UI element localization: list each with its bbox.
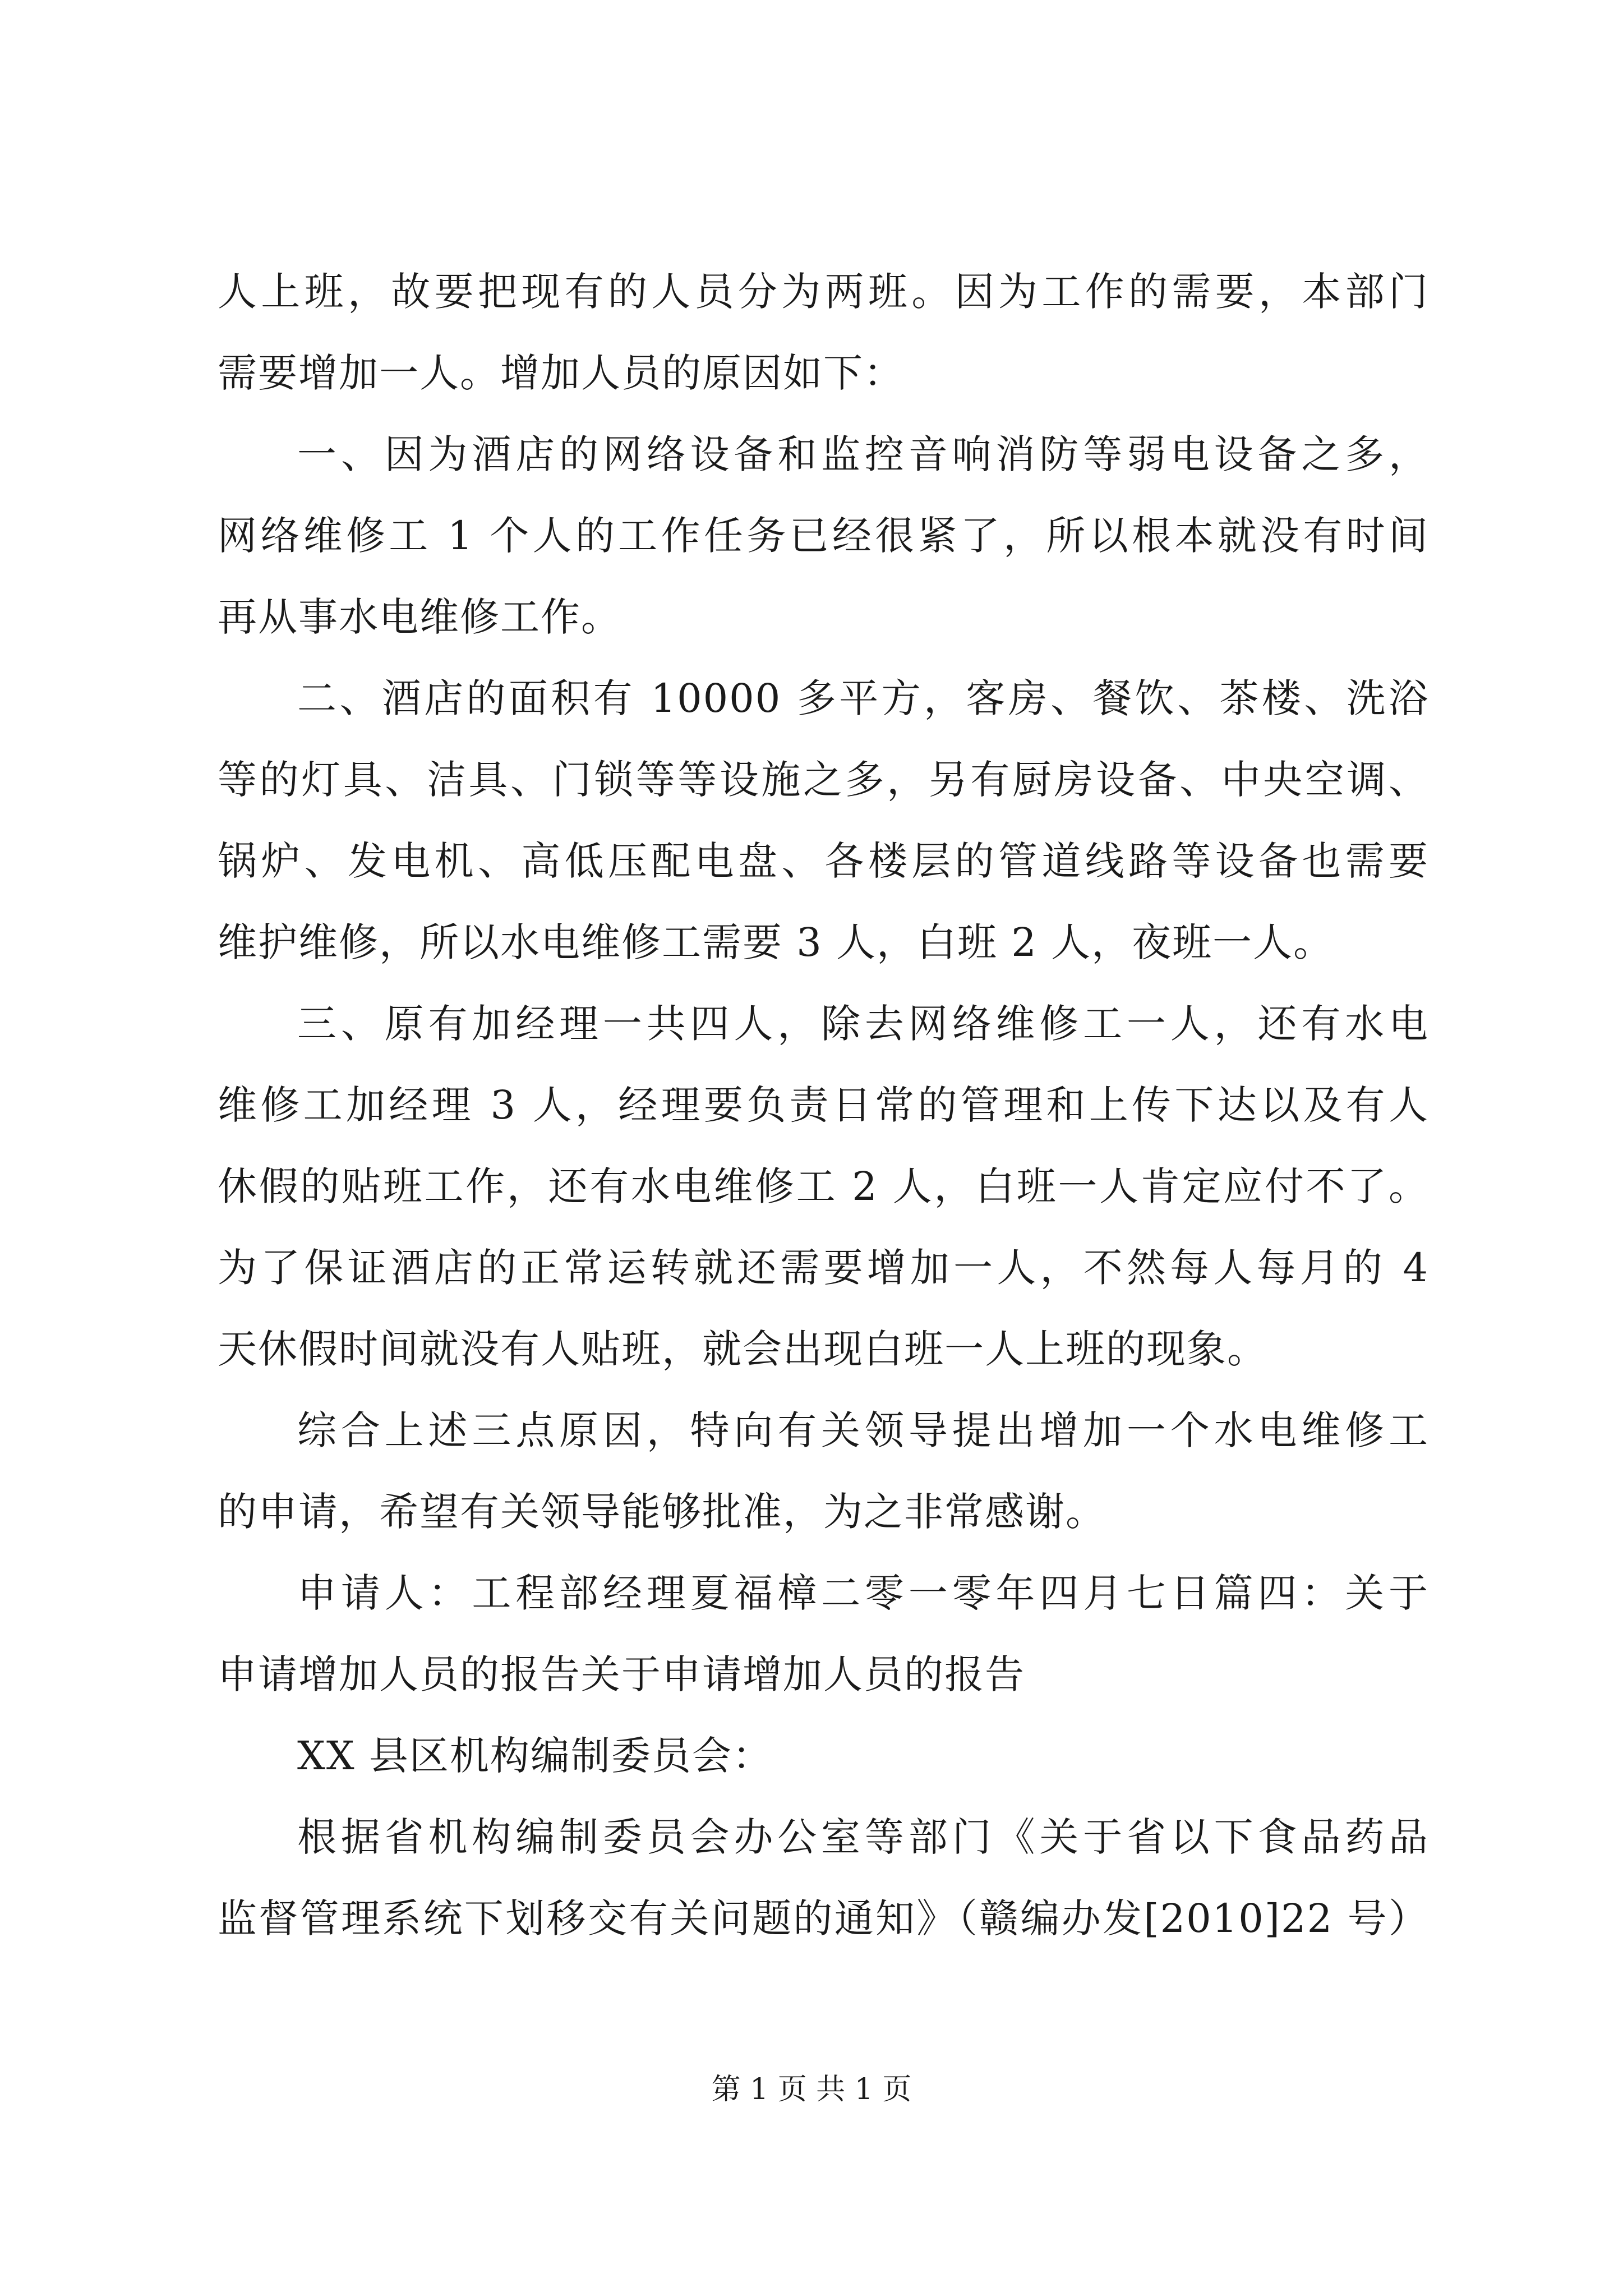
text-line: 天休假时间就没有人贴班，就会出现白班一人上班的现象。	[218, 1326, 1267, 1372]
text-line: 等的灯具、洁具、门锁等等设施之多，另有厨房设备、中央空调、	[218, 757, 1429, 803]
text-line: 三、原有加经理一共四人，除去网络维修工一人，还有水电	[297, 1001, 1429, 1047]
text-line: 综合上述三点原因，特向有关领导提出增加一个水电维修工	[297, 1407, 1429, 1453]
text-line: 再从事水电维修工作。	[218, 594, 621, 640]
text-line: 申请增加人员的报告关于申请增加人员的报告	[218, 1651, 1025, 1697]
text-line: 锅炉、发电机、高低压配电盘、各楼层的管道线路等设备也需要	[218, 838, 1429, 884]
text-line: 一、因为酒店的网络设备和监控音响消防等弱电设备之多，	[297, 431, 1429, 477]
text-line: 申请人：工程部经理夏福樟二零一零年四月七日篇四：关于	[297, 1570, 1429, 1616]
page-footer: 第 1 页 共 1 页	[711, 2073, 912, 2106]
text-line: 维护维修，所以水电维修工需要 3 人，白班 2 人，夜班一人。	[218, 919, 1334, 965]
text-line: 休假的贴班工作，还有水电维修工 2 人，白班一人肯定应付不了。	[218, 1163, 1429, 1209]
text-line: 网络维修工 1 个人的工作任务已经很紧了，所以根本就没有时间	[218, 513, 1429, 559]
text-line: 人上班，故要把现有的人员分为两班。因为工作的需要，本部门	[218, 269, 1429, 315]
text-line: 监督管理系统下划移交有关问题的通知》（赣编办发[2010]22 号）	[218, 1895, 1429, 1941]
text-line: 根据省机构编制委员会办公室等部门《关于省以下食品药品	[297, 1814, 1429, 1860]
text-line: 维修工加经理 3 人，经理要负责日常的管理和上传下达以及有人	[218, 1082, 1429, 1128]
text-line: XX 县区机构编制委员会：	[297, 1733, 773, 1779]
text-line: 二、酒店的面积有 10000 多平方，客房、餐饮、茶楼、洗浴	[297, 675, 1429, 721]
text-line: 需要增加一人。增加人员的原因如下：	[218, 350, 904, 396]
body-text	[218, 251, 1429, 1959]
text-line: 的申请，希望有关领导能够批准，为之非常感谢。	[218, 1489, 1106, 1535]
text-line: 为了保证酒店的正常运转就还需要增加一人，不然每人每月的 4	[218, 1245, 1429, 1291]
